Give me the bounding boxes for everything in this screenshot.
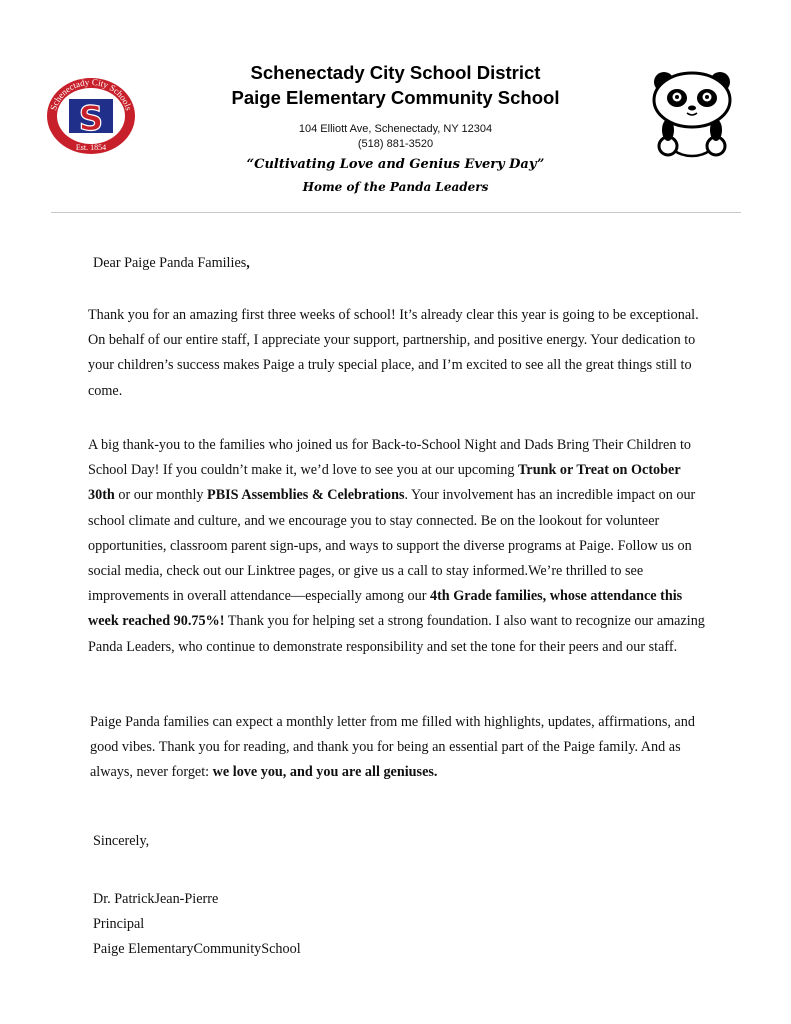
school-motto: “Cultivating Love and Genius Every Day” <box>246 157 545 172</box>
district-name: Schenectady City School District <box>250 62 541 83</box>
signer-name: Dr. PatrickJean-Pierre <box>93 891 219 907</box>
header-divider <box>51 212 741 213</box>
signer-title: Principal <box>93 916 145 932</box>
logo-established: Est. 1854 <box>75 143 107 152</box>
signer-school: Paige ElementaryCommunitySchool <box>93 941 301 957</box>
greeting: Dear Paige Panda Families, <box>93 255 250 271</box>
logo-letter: S <box>78 99 104 139</box>
paragraph-events: A big thank-you to the families who joined us for Back-to-School Night and Dads Bring Their Children to School Day! If you couldn’t make it, we’d love to see you at our upcoming Trunk or Treat on October 30th or our monthly PBIS Assemblies & Celebrations. Your involvement has an incredible impact on our school climate and culture, and we encourage you to stay connected. Be on the lookout for volunteer opportunities, classroom parent sign-ups, and ways to support the diverse programs at Paige. Follow us on social media, check out our Linktree pages, or give us a call to stay informed.We’re thrilled to see improvements in overall attendance—especially among our 4th Grade families, whose attendance this week reached 90.75%! Thank you for helping set a strong foundation. I also want to recognize our amazing Panda Leaders, who continue to demonstrate responsibility and set the tone for their peers and our staff. <box>88 437 705 655</box>
school-name: Paige Elementary Community School <box>231 87 560 108</box>
paragraph-closing: Paige Panda families can expect a monthly letter from me filled with highlights, updates, affirmations, and good vibes. Thank you for reading, and thank you for being an essential part of the Paige family. And as always, never forget: we love you, and you are all geniuses. <box>90 714 695 781</box>
school-address: 104 Elliott Ave, Schenectady, NY 12304 <box>298 123 493 135</box>
school-phone: (518) 881-3520 <box>357 138 434 150</box>
school-tagline: Home of the Panda Leaders <box>302 180 489 194</box>
paragraph-intro: Thank you for an amazing first three weeks of school! It’s already clear this year is going to be exceptional. On behalf of our entire staff, I appreciate your support, partnership, and positive energy. Your dedication to your children’s success makes Paige a truly special place, and I’m excited to see all the great things still to come. <box>88 307 699 399</box>
closing: Sincerely, <box>93 833 150 849</box>
logo-ring-text: Schenectady City Schools <box>48 76 134 112</box>
